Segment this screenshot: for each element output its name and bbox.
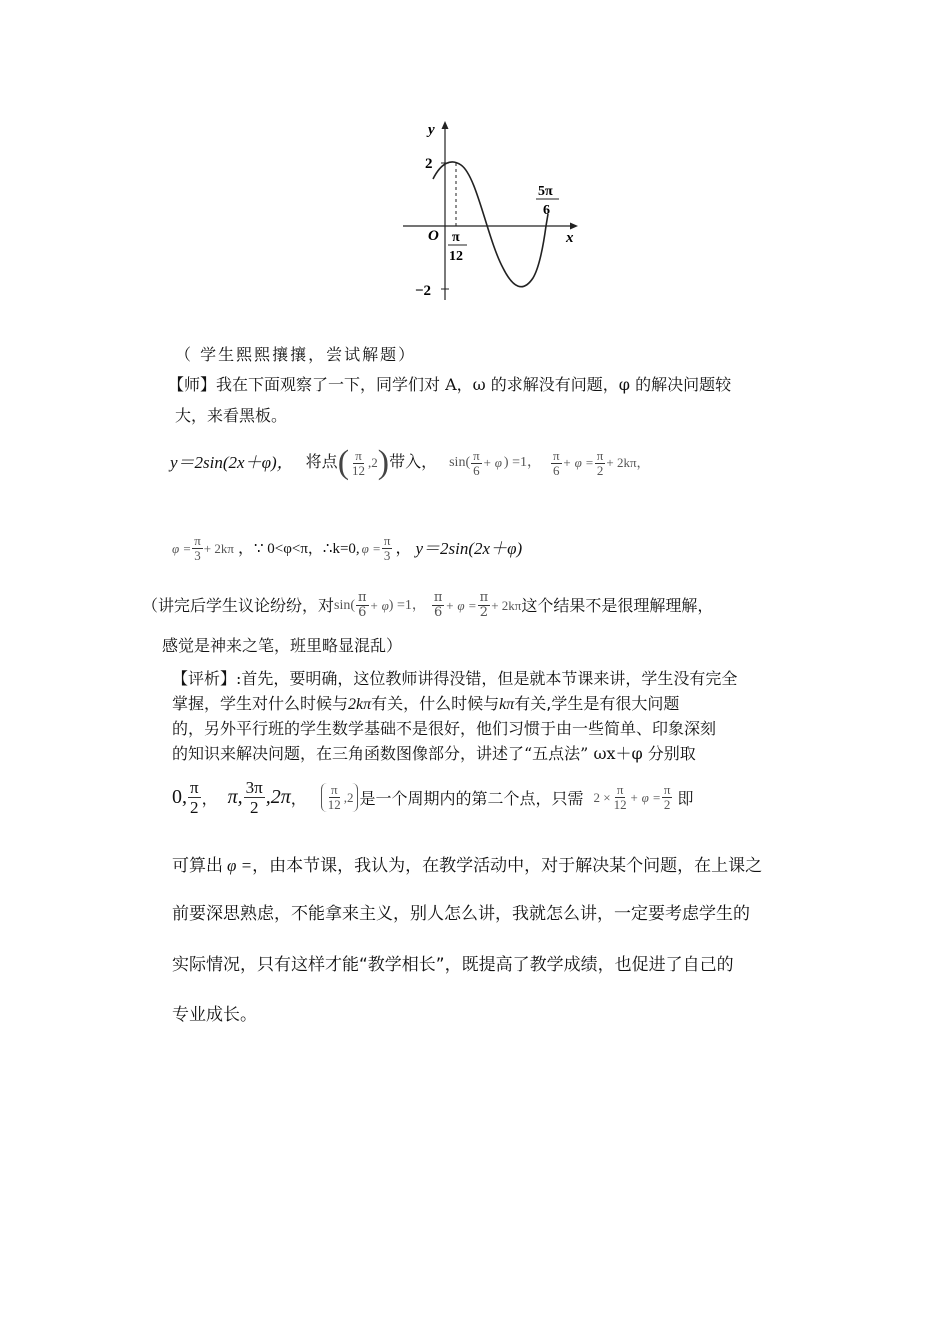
fp-sep: ，: [201, 791, 218, 808]
y-axis-label: y: [428, 122, 435, 138]
eq2-because: ∵ 0<φ<π，∴k=0,: [253, 540, 360, 557]
analysis-line-3: 的，另外平行班的学生数学基础不是很好，他们习惯于由一些简单、印象深刻: [172, 719, 717, 738]
fp-twopi: ,2π: [265, 786, 291, 808]
sine-graph: [395, 118, 595, 303]
eq1-close: ) =1，: [503, 455, 541, 470]
eq1-six: 6: [473, 462, 480, 478]
equation-line-1: y＝2sin(2x＋φ)， 将点 ( $\frac{\pi}{12}$ ,2 ) 带入， sin( $\frac{\pi}{6}$ + φ ) =1， $\frac{\pi}{6}$ + φ = $\frac{\pi}{2}$ + 2kπ，: [170, 444, 650, 481]
discussion-a: （讲完后学生议论纷纷，对: [142, 595, 335, 615]
conclusion-line-4: 专业成长。: [172, 1005, 257, 1025]
y-min-label: −2: [415, 283, 432, 299]
eq1-comma-two: ,2: [368, 455, 378, 470]
x-axis-arrow: [570, 223, 578, 230]
equation-line-2: φ = $\frac{\pi}{3}$ + 2kπ ， ∵ 0<φ<π，∴k=0, φ = $\frac{\pi}{3}$ ， y＝2sin(2x＋φ): [172, 533, 523, 563]
fp-two-times: 2 ×: [593, 789, 611, 805]
fp-plus-phi-eq: + φ =: [629, 789, 661, 805]
eq2-phi-eq: φ =: [172, 540, 192, 556]
analysis-l1: :首先，要明确，这位教师讲得没错，但是就本节课来讲，学生没有完全: [236, 669, 738, 688]
analysis-tag: 【评析】: [172, 669, 237, 688]
eq2-y-expr: y＝2sin(2x＋φ): [415, 538, 523, 558]
fp-two: 2: [190, 798, 199, 817]
teacher-text-a: 我在下面观察了一下，同学们对 A，ω 的求解没有问题，φ 的解决问题较: [216, 375, 732, 394]
fp-zero: 0,: [172, 786, 187, 808]
eq1-y-expr: y＝2sin(2x＋φ)，: [170, 453, 294, 472]
conclusion-line-2: 前要深思熟虑，不能拿来主义，别人怎么讲，我就怎么讲，一定要考虑学生的: [172, 904, 750, 924]
eq1-substitute: 带入，: [389, 454, 438, 471]
discussion-b: 这个结果不是很理解理解，: [521, 595, 714, 615]
sine-curve: [433, 162, 548, 287]
eq1-plus-phi: + φ: [482, 455, 502, 470]
fp-pi: π: [190, 778, 199, 797]
discussion-line-1: （讲完后学生议论纷纷，对 sin( $\frac{\pi}{6}$ + φ ) =1， $\frac{\pi}{6}$ + φ = $\frac{\pi}{2}$ + 2kπ 这个结果不是很理解理解，: [142, 590, 714, 620]
origin-label: O: [428, 228, 439, 244]
analysis-line-4: 的知识来解决问题，在三角函数图像部分，讲述了“五点法” ωx＋φ 分别取: [172, 744, 696, 763]
eq1-two: 2: [596, 462, 604, 478]
eq1-sin-open: sin(: [449, 455, 471, 470]
y-max-label: 2: [425, 156, 433, 172]
teacher-tag: 【师】: [168, 375, 217, 394]
eq2-three: 3: [194, 548, 201, 563]
discussion-line-2: 感觉是神来之笔，班里略显混乱）: [162, 636, 403, 655]
teacher-line-1: [168, 372, 731, 398]
eq1-twelve: 12: [352, 462, 366, 478]
fp-pi-comma: π,: [227, 786, 243, 808]
conclusion-line-1: 可算出 φ =，由本节课，我认为，在教学活动中，对于解决某个问题，在上课之: [172, 856, 763, 876]
pi12-denominator: 12: [449, 249, 463, 264]
fp-second-point: 是一个周期内的第二个点，只需: [359, 791, 584, 808]
x-axis-label: x: [566, 230, 574, 246]
eq1-point-prefix: 将点: [305, 454, 338, 471]
fp-twelve: 12: [327, 797, 341, 812]
fp-ji: 即: [677, 791, 694, 808]
eq1-plus-2kpi: + 2kπ，: [606, 455, 650, 470]
eq1-pi: π: [355, 447, 362, 463]
conclusion-line-3: 实际情况，只有这样才能“教学相长”，既提高了教学成绩，也促进了自己的: [172, 955, 734, 975]
pi12-numerator: π: [452, 230, 460, 245]
fivepi6-numerator: 5π: [538, 184, 553, 199]
teacher-line-2: 大，来看黑板。: [175, 406, 288, 425]
fp-threepi: 3π: [245, 778, 263, 797]
fivepi6-denominator: 6: [543, 203, 550, 218]
five-point-line: 0, $\frac{\pi}{2}$ ， π, $\frac{3\pi}{2}$ ,2π ， $\frac{\pi}{12}$ ,2 是一个周期内的第二个点，只需 2 × $\frac{\pi}{12}$ + φ = $\frac{\pi}{2}$ 即: [172, 778, 694, 817]
y-axis-arrow: [442, 121, 449, 129]
analysis-line-2: 掌握，学生对什么时候与2kπ有关，什么时候与kπ有关,学生是有很大问题: [172, 694, 680, 713]
student-reaction: （ 学生熙熙攘攘，尝试解题）: [175, 345, 417, 364]
analysis-line-1: [172, 666, 737, 692]
fp-comma2: ,2: [343, 789, 354, 805]
